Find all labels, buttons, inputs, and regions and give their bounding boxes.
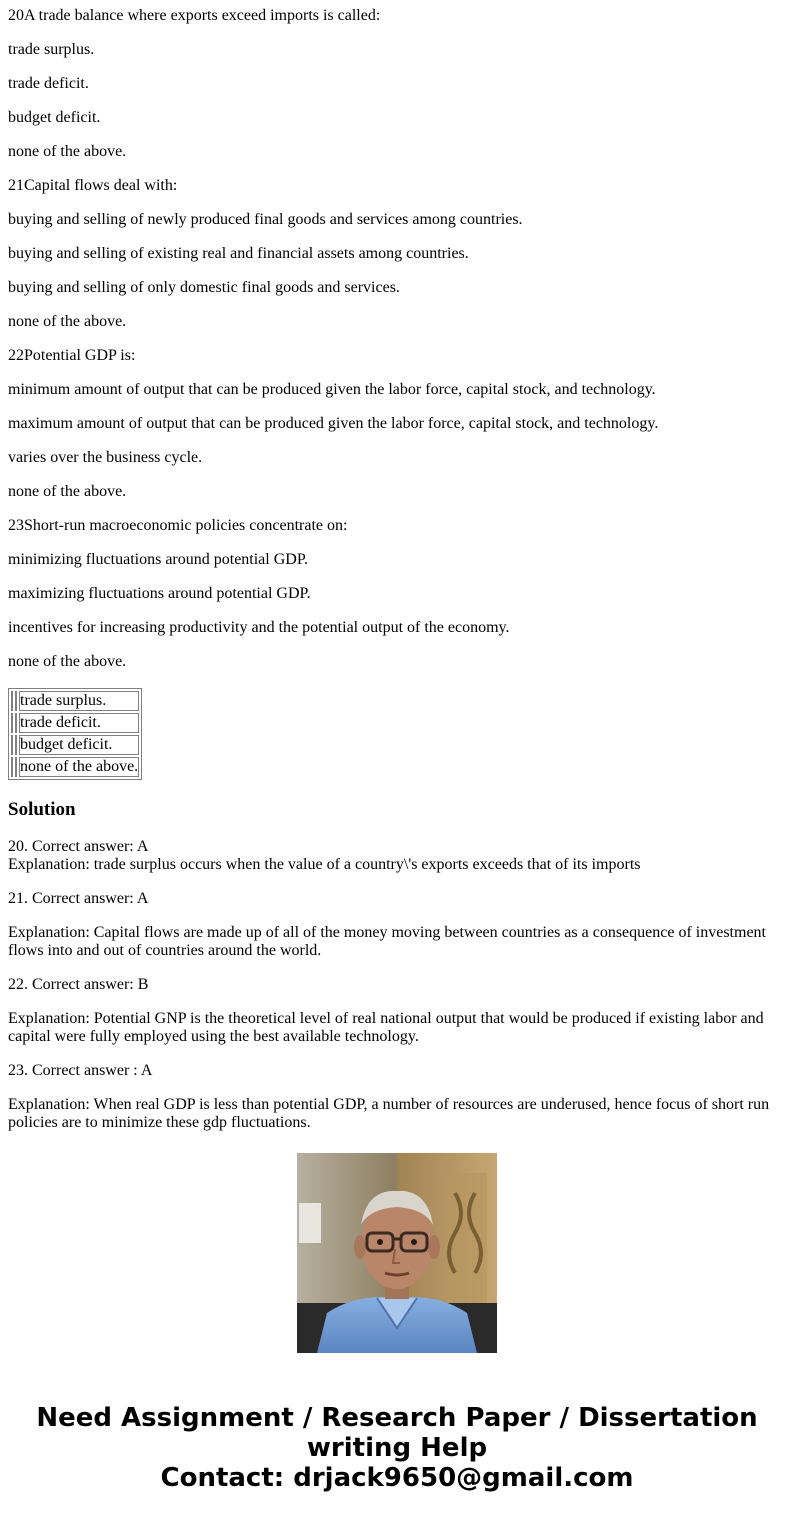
table-empty-cell — [15, 713, 17, 733]
question-22-option-a: minimum amount of output that can be produced given the labor force, capital stock, and technology. — [8, 381, 656, 398]
footer-contact: Contact: drjack9650@gmail.com — [160, 1463, 634, 1493]
question-23-prompt: 23Short-run macroeconomic policies concentrate on: — [8, 517, 348, 534]
question-22-prompt: 22Potential GDP is: — [8, 347, 136, 364]
table-row — [11, 713, 139, 733]
document-content — [8, 0, 786, 1131]
question-20-option-a: trade surplus. — [8, 41, 95, 58]
footer-line-2: writing Help — [306, 1433, 488, 1463]
question-23-option-d: none of the above. — [8, 653, 127, 670]
table-empty-cell — [11, 735, 13, 755]
question-22-option-c: varies over the business cycle. — [8, 449, 203, 466]
table-row — [11, 757, 139, 777]
answer-21: 21. Correct answer: A — [8, 890, 149, 907]
question-20-option-d: none of the above. — [8, 143, 127, 160]
table-row — [11, 691, 139, 711]
question-23-option-a: minimizing fluctuations around potential GDP. — [8, 551, 308, 568]
table-empty-cell — [11, 713, 13, 733]
question-20-prompt: 20A trade balance where exports exceed imports is called: — [8, 7, 381, 24]
table-empty-cell — [15, 757, 17, 777]
footer-banner — [0, 1403, 794, 1493]
table-cell-option: budget deficit. — [19, 735, 139, 755]
question-23-option-b: maximizing fluctuations around potential GDP. — [8, 585, 311, 602]
question-21-option-c: buying and selling of only domestic final goods and services. — [8, 279, 400, 296]
explanation-21: Explanation: Capital flows are made up of all of the money moving between countries as a consequence of investment flows into and out of countries around the world. — [8, 924, 766, 959]
answer-23: 23. Correct answer : A — [8, 1062, 153, 1079]
table-empty-cell — [15, 691, 17, 711]
question-22-option-b: maximum amount of output that can be produced given the labor force, capital stock, and technology. — [8, 415, 659, 432]
solution-heading: Solution — [8, 799, 76, 820]
question-21-prompt: 21Capital flows deal with: — [8, 177, 178, 194]
question-21-option-a: buying and selling of newly produced final goods and services among countries. — [8, 211, 523, 228]
question-22-option-d: none of the above. — [8, 483, 127, 500]
footer-line-1: Need Assignment / Research Paper / Dissertation — [36, 1403, 758, 1433]
table-cell-option: trade surplus. — [19, 691, 139, 711]
table-cell-option: trade deficit. — [19, 713, 139, 733]
table-cell-option: none of the above. — [20, 758, 139, 775]
portrait-image — [297, 1153, 497, 1353]
table-row — [11, 735, 139, 755]
question-21-option-d: none of the above. — [8, 313, 127, 330]
question-20-option-b: trade deficit. — [8, 75, 89, 92]
question-20-option-c: budget deficit. — [8, 109, 101, 126]
question-23-option-c: incentives for increasing productivity and the potential output of the economy. — [8, 619, 510, 636]
answer-22: 22. Correct answer: B — [8, 976, 149, 993]
answer-20: 20. Correct answer: A — [8, 838, 149, 855]
options-table — [8, 688, 142, 780]
table-empty-cell — [11, 691, 13, 711]
table-empty-cell — [11, 757, 13, 777]
author-avatar — [297, 1153, 497, 1353]
question-21-option-b: buying and selling of existing real and financial assets among countries. — [8, 245, 469, 262]
table-empty-cell — [15, 735, 17, 755]
explanation-22: Explanation: Potential GNP is the theoretical level of real national output that would be produced if existing labor and capital were fully employed using the best available technology. — [8, 1010, 764, 1045]
explanation-20: Explanation: trade surplus occurs when the value of a country\'s exports exceeds that of its imports — [8, 856, 641, 873]
explanation-23: Explanation: When real GDP is less than potential GDP, a number of resources are underused, hence focus of short run policies are to minimize these gdp fluctuations. — [8, 1096, 770, 1131]
